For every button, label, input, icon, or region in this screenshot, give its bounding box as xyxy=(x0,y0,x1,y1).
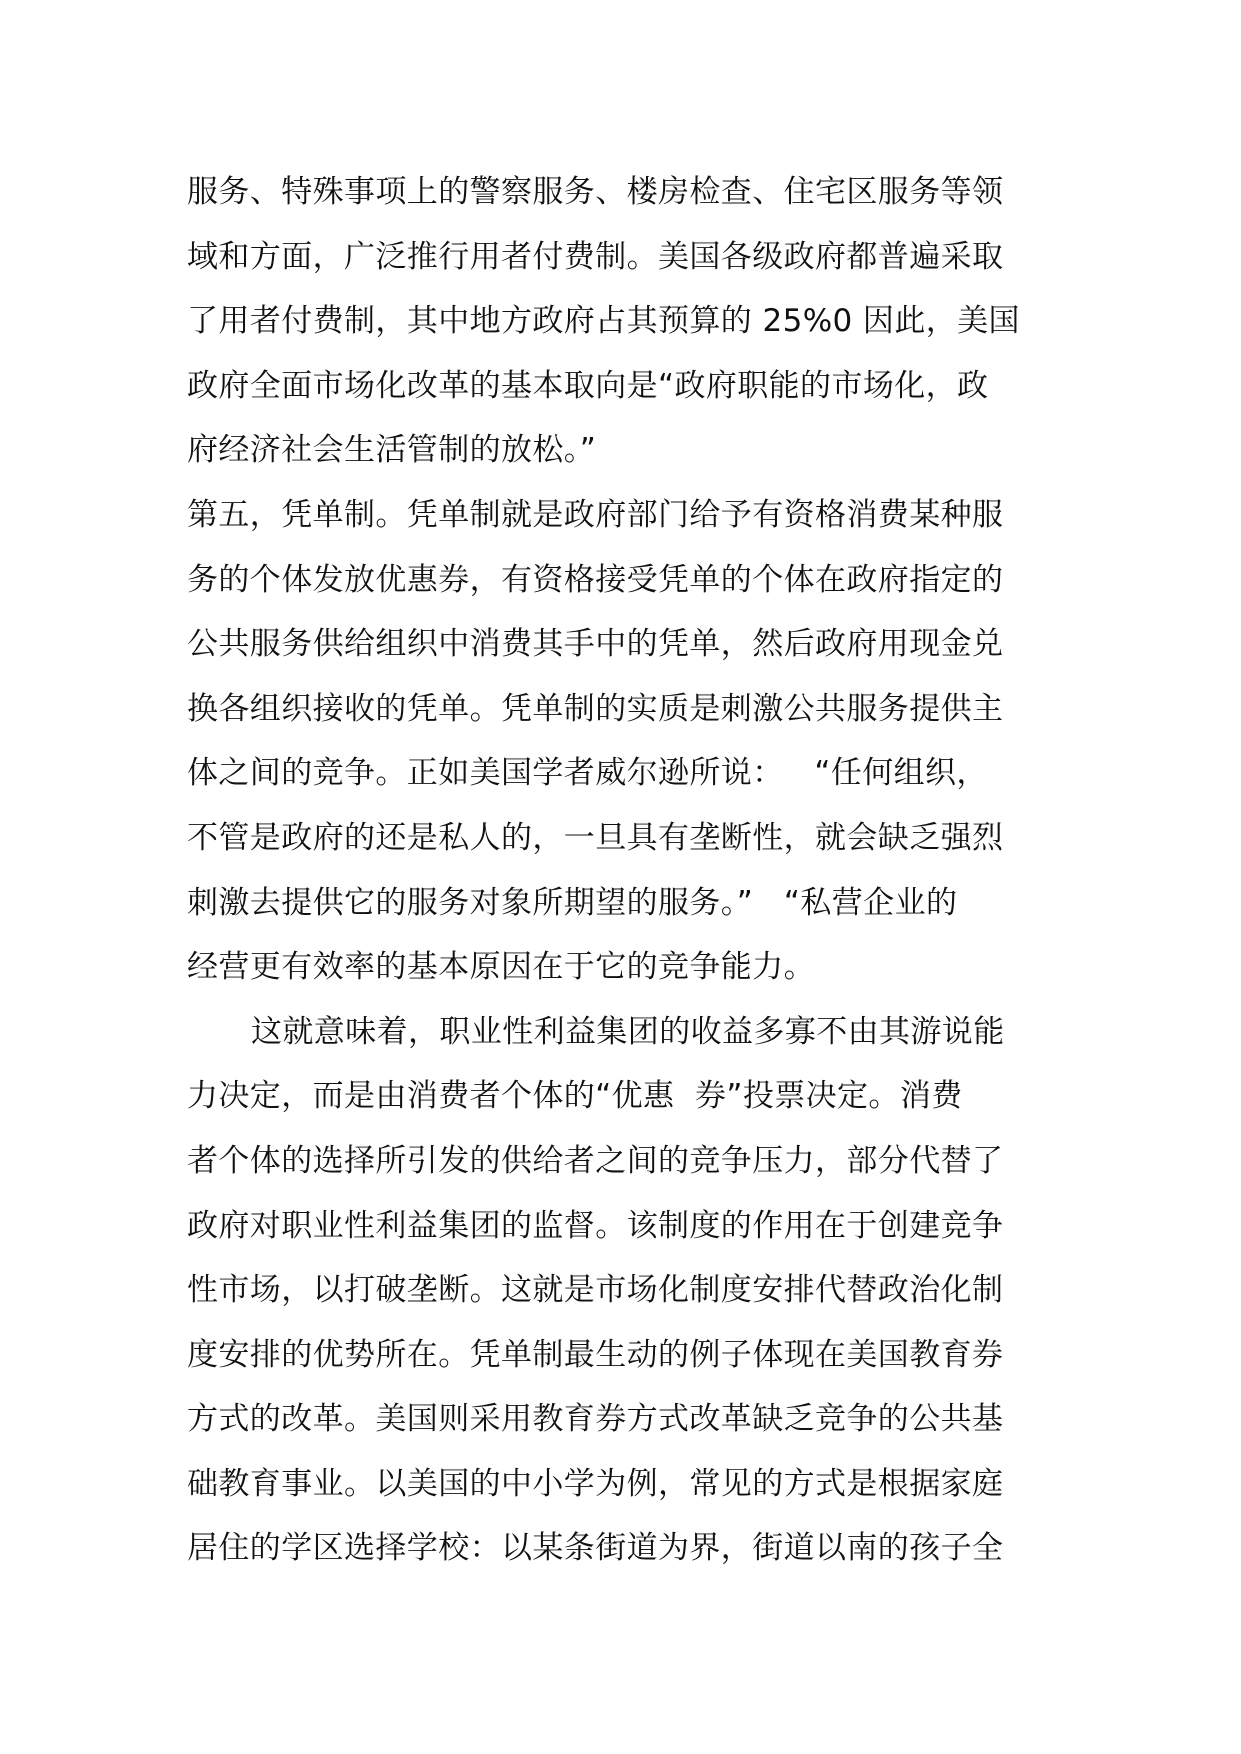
text-line: 度安排的优势所在。凭单制最生动的例子体现在美国教育券 xyxy=(187,1336,1004,1373)
text-line: 换各组织接收的凭单。凭单制的实质是刺激公共服务提供主 xyxy=(187,690,1004,727)
text-line: 第五，凭单制。凭单制就是政府部门给予有资格消费某种服 xyxy=(187,496,1004,533)
text-line: 方式的改革。美国则采用教育券方式改革缺乏竞争的公共基 xyxy=(187,1401,1004,1438)
text-line: 力决定，而是由消费者个体的“优惠 券”投票决定。消费 xyxy=(187,1078,963,1115)
text-line: 础教育事业。以美国的中小学为例，常见的方式是根据家庭 xyxy=(187,1465,1004,1502)
text-line: 政府全面市场化改革的基本取向是“政府职能的市场化，政 xyxy=(187,367,989,404)
text-line: 经营更有效率的基本原因在于它的竞争能力。 xyxy=(187,949,815,986)
text-line: 公共服务供给组织中消费其手中的凭单，然后政府用现金兑 xyxy=(187,626,1004,663)
text-line: 务的个体发放优惠券，有资格接受凭单的个体在政府指定的 xyxy=(187,561,1004,598)
text-line: 域和方面，广泛推行用者付费制。美国各级政府都普遍采取 xyxy=(187,238,1004,275)
text-line: 了用者付费制，其中地方政府占其预算的 25%0 因此，美国 xyxy=(187,303,1020,340)
text-line: 服务、特殊事项上的警察服务、楼房检查、住宅区服务等领 xyxy=(187,174,1004,210)
text-line: 体之间的竞争。正如美国学者威尔逊所说： “任何组织， xyxy=(187,755,988,792)
document-body xyxy=(187,160,1067,1581)
text-line: 政府对职业性利益集团的监督。该制度的作用在于创建竞争 xyxy=(187,1207,1004,1244)
text-line: 者个体的选择所引发的供给者之间的竞争压力，部分代替了 xyxy=(187,1142,1004,1179)
text-line: 居住的学区选择学校：以某条街道为界，街道以南的孩子全 xyxy=(187,1530,1004,1567)
text-line: 刺激去提供它的服务对象所期望的服务。” “私营企业的 xyxy=(187,884,958,921)
text-line: 府经济社会生活管制的放松。” xyxy=(187,432,597,469)
text-line: 不管是政府的还是私人的，一旦具有垄断性，就会缺乏强烈 xyxy=(187,819,1004,856)
text-line: 性市场，以打破垄断。这就是市场化制度安排代替政治化制 xyxy=(187,1272,1004,1309)
paragraph-first-line: 这就意味着，职业性利益集团的收益多寡不由其游说能 xyxy=(251,1013,1005,1050)
